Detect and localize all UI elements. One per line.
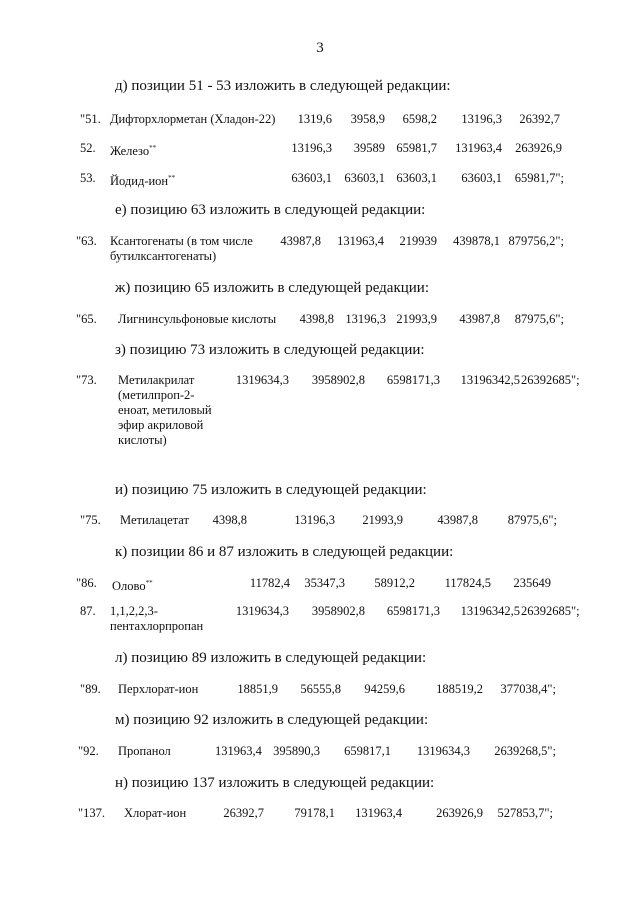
value-cell: 117824,5 [444,576,491,590]
amendment-instruction: м) позицию 92 изложить в следующей редакции: [115,712,429,728]
value-cell: 188519,2 [436,682,483,696]
value-cell: 56555,8 [300,682,341,696]
substance-name [124,806,214,821]
substance-name-text: Хлорат-ион [124,806,187,820]
value-cell: 13196342,5 [460,604,520,618]
value-cell: 1319634,3 [235,373,289,387]
value-cell: 131963,4 [355,806,402,820]
substance-name [118,312,313,327]
substance-name [110,234,275,264]
value-cell: 43987,8 [459,312,500,326]
substance-name [110,141,260,159]
value-cell: 13196,3 [461,112,502,126]
value-cell: 377038,4"; [500,682,556,696]
substance-name-text: Дифторхлорметан (Хладон-22) [110,112,276,126]
substance-name [112,576,182,594]
value-cell: 35347,3 [304,576,345,590]
value-cell: 65981,7"; [514,171,564,185]
value-cell: 395890,3 [273,744,320,758]
amendment-instruction: д) позиции 51 - 53 изложить в следующей редакции: [115,78,451,94]
value-cell: 6598171,3 [386,373,440,387]
value-cell: 63603,1 [461,171,502,185]
value-cell: 1319,6 [297,112,332,126]
value-cell: 94259,6 [364,682,405,696]
substance-name [118,744,188,759]
value-cell: 87975,6"; [514,312,564,326]
value-cell: 6598171,3 [386,604,440,618]
value-cell: 18851,9 [237,682,278,696]
value-cell: 131963,4 [455,141,502,155]
value-cell: 131963,4 [215,744,262,758]
amendment-instruction: е) позицию 63 изложить в следующей редакции: [115,202,426,218]
position-number: "137. [78,806,105,820]
value-cell: 21993,9 [362,513,403,527]
substance-name-text: Ксантогенаты (в том числе бутилксантогенаты) [110,234,253,263]
position-number: "73. [76,373,97,387]
value-cell: 39589 [353,141,385,155]
value-cell: 11782,4 [249,576,290,590]
value-cell: 65981,7 [396,141,437,155]
substance-name-text: Пропанол [118,744,171,758]
substance-name-text: Перхлорат-ион [118,682,199,696]
value-cell: 79178,1 [294,806,335,820]
footnote-mark: ** [168,174,176,182]
value-cell: 13196,3 [294,513,335,527]
value-cell: 2639268,5"; [494,744,556,758]
value-cell: 26392,7 [519,112,560,126]
position-number: "65. [76,312,97,326]
substance-name-text: Лигнинсульфоновые кислоты [118,312,277,326]
position-number: "89. [80,682,101,696]
value-cell: 87975,6"; [507,513,557,527]
value-cell: 3958902,8 [311,604,365,618]
position-number: "92. [78,744,99,758]
value-cell: 13196,3 [291,141,332,155]
amendment-instruction: ж) позицию 65 изложить в следующей редакции: [115,280,429,296]
value-cell: 13196342,5 [460,373,520,387]
substance-name-text: Метилацетат [120,513,189,527]
substance-name [118,373,216,448]
footnote-mark: ** [149,144,157,152]
value-cell: 527853,7"; [497,806,553,820]
value-cell: 131963,4 [337,234,384,248]
value-cell: 26392685"; [521,373,580,387]
value-cell: 43987,8 [437,513,478,527]
value-cell: 43987,8 [280,234,321,248]
substance-name-text: 1,1,2,2,3-пентахлорпропан [110,604,204,633]
value-cell: 13196,3 [345,312,386,326]
value-cell: 3958902,8 [311,373,365,387]
substance-name-text: Железо [110,144,150,158]
position-number: "51. [80,112,101,126]
amendment-instruction: з) позицию 73 изложить в следующей редакции: [115,342,425,358]
footnote-mark: ** [145,579,153,587]
position-number: "86. [76,576,97,590]
value-cell: 58912,2 [374,576,415,590]
position-number: 52. [80,141,96,155]
page-number: 3 [316,40,324,56]
amendment-instruction: и) позицию 75 изложить в следующей редакции: [115,482,427,498]
position-number: "63. [76,234,97,248]
substance-name-text: Метилакрилат (метилпроп-2-еноат, метиловый эфир акриловой кислоты) [118,373,212,447]
value-cell: 1319634,3 [235,604,289,618]
substance-name [110,604,220,634]
value-cell: 439878,1 [453,234,500,248]
value-cell: 6598,2 [402,112,437,126]
substance-name-text: Олово [112,579,146,593]
value-cell: 659817,1 [344,744,391,758]
value-cell: 4398,8 [299,312,334,326]
value-cell: 63603,1 [291,171,332,185]
position-number: "75. [80,513,101,527]
value-cell: 235649 [513,576,551,590]
substance-name [110,112,290,127]
substance-name-text: Йодид-ион [110,174,169,188]
amendment-instruction: н) позицию 137 изложить в следующей редакции: [115,775,435,791]
value-cell: 263926,9 [515,141,562,155]
value-cell: 26392685"; [521,604,580,618]
value-cell: 4398,8 [212,513,247,527]
value-cell: 1319634,3 [416,744,470,758]
position-number: 87. [80,604,96,618]
value-cell: 63603,1 [396,171,437,185]
value-cell: 21993,9 [396,312,437,326]
amendment-instruction: к) позиции 86 и 87 изложить в следующей редакции: [115,544,454,560]
substance-name [118,682,228,697]
amendment-instruction: л) позицию 89 изложить в следующей редакции: [115,650,427,666]
value-cell: 63603,1 [344,171,385,185]
position-number: 53. [80,171,96,185]
value-cell: 879756,2"; [508,234,564,248]
value-cell: 263926,9 [436,806,483,820]
substance-name [110,171,260,189]
value-cell: 219939 [399,234,437,248]
value-cell: 26392,7 [223,806,264,820]
value-cell: 3958,9 [350,112,385,126]
